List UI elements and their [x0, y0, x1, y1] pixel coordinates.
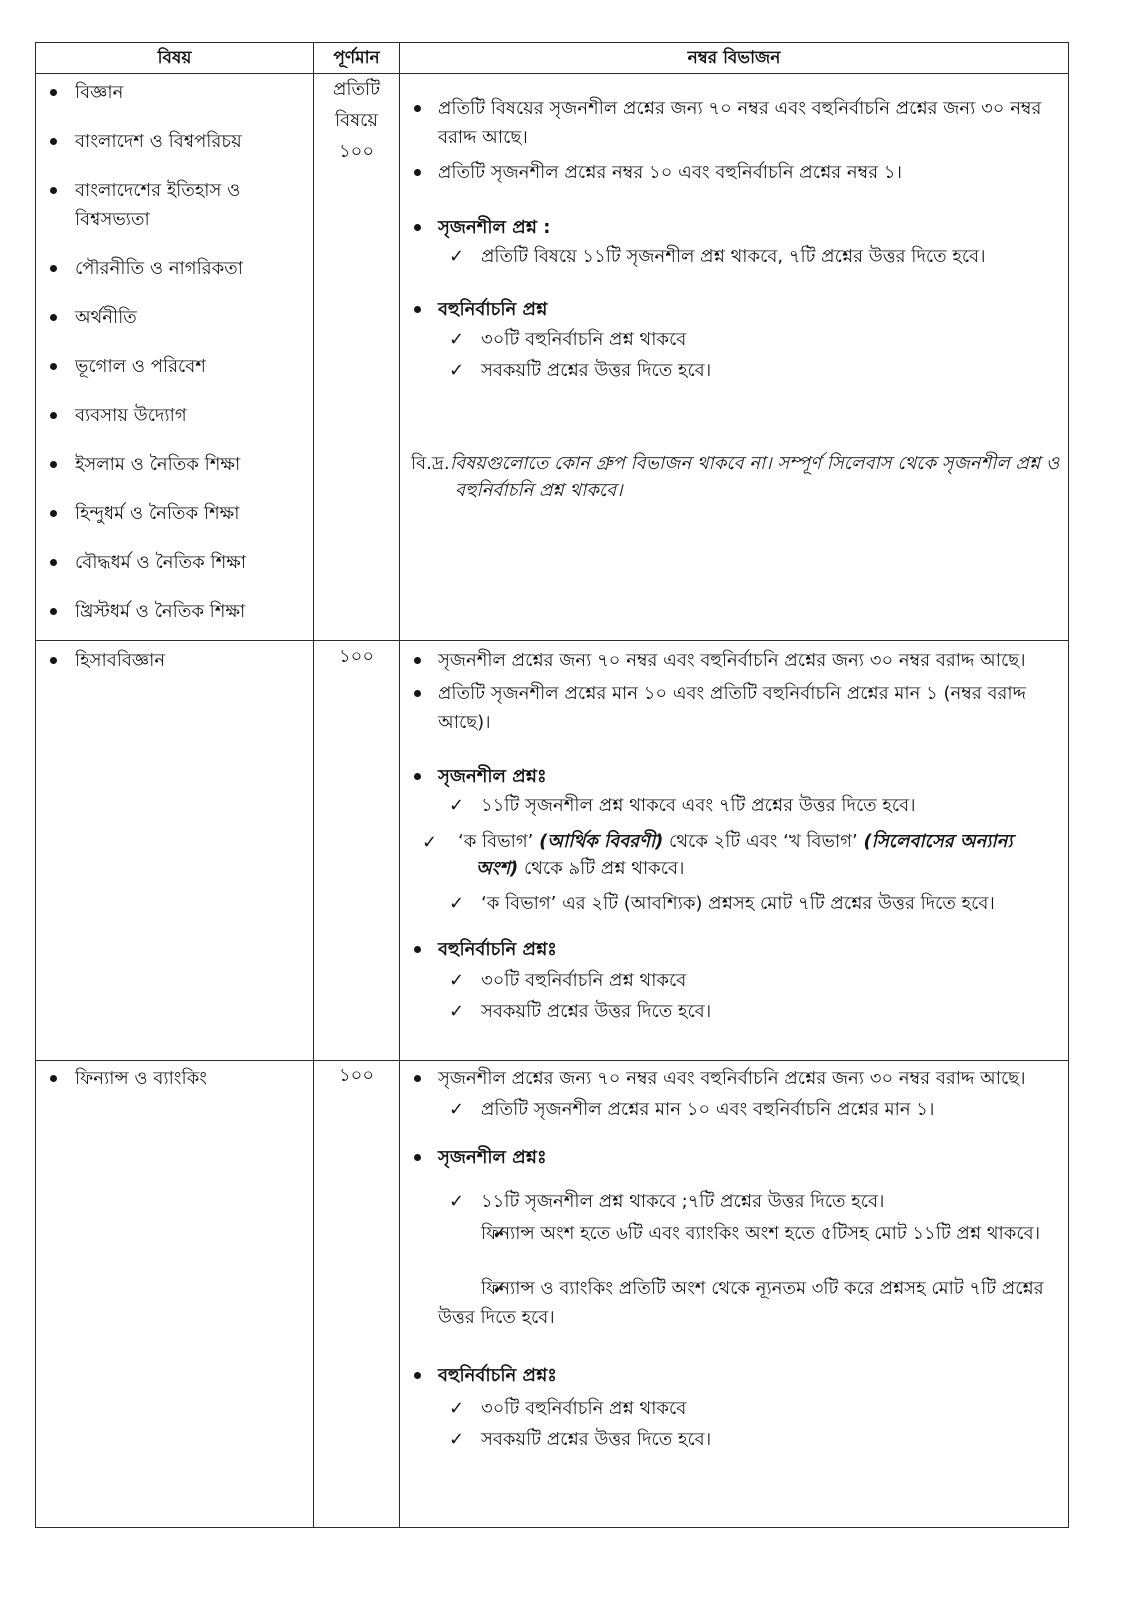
mcq-heading [400, 935, 1068, 964]
check-icon [449, 1095, 464, 1124]
mcq-heading [400, 1361, 1068, 1390]
check-icon [449, 889, 464, 918]
check-icon [449, 1425, 464, 1454]
mcq-rule [400, 997, 1068, 1026]
creative-rule [400, 791, 1068, 820]
full-marks-cell [314, 641, 400, 1061]
distribution-point [400, 1064, 1068, 1093]
rule-text: ফিন্যান্স অংশ হতে ৬টি এবং ব্যাংকিং অংশ হতে ৫টিসহ মোট ১১টি প্রশ্ন থাকবে। [481, 1223, 1041, 1244]
mcq-rule [400, 1394, 1068, 1423]
full-marks-cell [314, 74, 400, 641]
bullet-icon [50, 608, 57, 615]
bullet-icon [50, 89, 57, 96]
marks-distribution-table [35, 42, 1069, 1528]
check-icon [449, 1274, 507, 1303]
subject-item [36, 352, 313, 381]
header-distribution: নম্বর বিভাজন [687, 48, 781, 68]
creative-heading [400, 1143, 1068, 1172]
check-icon [449, 1394, 464, 1423]
subject-name: ব্যবসায় উদ্যোগ [75, 405, 187, 426]
subject-item [36, 176, 313, 234]
note [400, 450, 1068, 504]
bullet-icon [50, 265, 57, 272]
distribution-point [400, 158, 1068, 187]
subject-name: হিন্দুধর্ম ও নৈতিক শিক্ষা [75, 503, 240, 524]
distribution-point [400, 679, 1068, 737]
check-icon [449, 356, 464, 385]
header-full-marks-cell [314, 43, 400, 74]
check-icon [449, 791, 464, 820]
creative-heading [400, 213, 1068, 242]
bullet-icon [414, 1075, 421, 1082]
subject-name: হিসাববিজ্ঞান [75, 650, 166, 671]
header-subject-cell [36, 43, 314, 74]
creative-heading-text: সৃজনশীল প্রশ্ন : [438, 217, 551, 238]
bullet-icon [414, 657, 421, 664]
check-icon [449, 1219, 507, 1248]
subject-name: ইসলাম ও নৈতিক শিক্ষা [75, 454, 241, 475]
bullet-icon [414, 306, 421, 313]
mcq-rule [400, 966, 1068, 995]
bullet-icon [50, 657, 57, 664]
header-subject: বিষয় [157, 48, 192, 68]
mcq-heading-text: বহুনির্বাচনি প্রশ্নঃ [438, 939, 557, 960]
rule-text: সবকয়টি প্রশ্নের উত্তর দিতে হবে। [481, 1001, 712, 1022]
bullet-icon [50, 187, 57, 194]
subject-item [36, 127, 313, 156]
subject-item [36, 499, 313, 528]
subject-item [36, 548, 313, 577]
table-row [36, 1061, 1069, 1528]
full-marks-line: প্রতিটি [332, 79, 381, 100]
distribution-text: সৃজনশীল প্রশ্নের জন্য ৭০ নম্বর এবং বহুনির্বাচনি প্রশ্নের জন্য ৩০ নম্বর বরাদ্দ আছে। [438, 1068, 1026, 1089]
full-marks-line: বিষয়ে [335, 110, 378, 131]
table-row [36, 74, 1069, 641]
subject-name: বিজ্ঞান [75, 82, 124, 103]
mcq-heading-text: বহুনির্বাচনি প্রশ্ন [438, 299, 548, 320]
bullet-icon [50, 363, 57, 370]
subject-item [36, 401, 313, 430]
bullet-icon [414, 169, 421, 176]
bullet-icon [50, 510, 57, 517]
rule-text-emphasis: (সিলেবাসের অন্যান্য অংশ) [476, 831, 1013, 879]
subject-cell [36, 641, 314, 1061]
bullet-icon [414, 1372, 421, 1379]
mcq-rule [400, 1425, 1068, 1454]
subject-item [36, 646, 313, 675]
distribution-text: প্রতিটি সৃজনশীল প্রশ্নের নম্বর ১০ এবং বহুনির্বাচনি প্রশ্নের নম্বর ১। [438, 162, 902, 183]
rule-text: প্রতিটি সৃজনশীল প্রশ্নের মান ১০ এবং বহুনির্বাচনি প্রশ্নের মান ১। [481, 1099, 935, 1120]
subject-cell [36, 1061, 314, 1528]
creative-heading-text: সৃজনশীল প্রশ্নঃ [438, 1147, 547, 1168]
check-icon [449, 325, 464, 354]
rule-text-emphasis: (আর্থিক বিবরণী) [539, 831, 664, 852]
mcq-heading [400, 295, 1068, 324]
bullet-icon [414, 946, 421, 953]
distribution-cell [400, 1061, 1069, 1528]
subject-item [36, 303, 313, 332]
creative-heading-text: সৃজনশীল প্রশ্নঃ [438, 766, 547, 787]
rule-text: ১১টি সৃজনশীল প্রশ্ন থাকবে এবং ৭টি প্রশ্নের উত্তর দিতে হবে। [481, 795, 916, 816]
subject-name: খ্রিস্টধর্ম ও নৈতিক শিক্ষা [75, 601, 246, 622]
subject-item [36, 78, 313, 107]
bullet-icon [50, 461, 57, 468]
bullet-icon [414, 690, 421, 697]
distribution-text: প্রতিটি সৃজনশীল প্রশ্নের মান ১০ এবং প্রতিটি বহুনির্বাচনি প্রশ্নের মান ১ (নম্বর বরাদ্দ আছে)। [438, 683, 1026, 733]
bullet-icon [50, 138, 57, 145]
bullet-icon [50, 412, 57, 419]
check-icon [449, 1187, 464, 1216]
rule-text: ৩০টি বহুনির্বাচনি প্রশ্ন থাকবে [481, 329, 687, 350]
rule-text: ৩০টি বহুনির্বাচনি প্রশ্ন থাকবে [481, 1398, 687, 1419]
rule-text: ১১টি সৃজনশীল প্রশ্ন থাকবে ;৭টি প্রশ্নের উত্তর দিতে হবে। [481, 1191, 885, 1212]
subject-name: বাংলাদেশ ও বিশ্বপরিচয় [75, 131, 242, 152]
rule-text-part: থেকে ২টি এবং ‘খ বিভাগ’ [663, 831, 864, 852]
subject-name: ফিন্যান্স ও ব্যাংকিং [75, 1068, 208, 1089]
creative-rule [400, 828, 1068, 882]
subject-name: অর্থনীতি [75, 307, 137, 328]
creative-rule [400, 889, 1068, 918]
creative-rule [400, 1274, 1068, 1332]
creative-rule [400, 1219, 1068, 1248]
rule-text: সবকয়টি প্রশ্নের উত্তর দিতে হবে। [481, 1429, 712, 1450]
mcq-rule [400, 356, 1068, 385]
bullet-icon [414, 1154, 421, 1161]
header-full-marks: পূর্ণমান [333, 48, 380, 68]
creative-heading [400, 762, 1068, 791]
point-rule [400, 1095, 1068, 1124]
subject-name: বাংলাদেশের ইতিহাস ও বিশ্বসভ্যতা [75, 180, 241, 230]
distribution-text: প্রতিটি বিষয়ের সৃজনশীল প্রশ্নের জন্য ৭০ নম্বর এবং বহুনির্বাচনি প্রশ্নের জন্য ৩০ নম্বর বরাদ্দ আছে। [438, 98, 1042, 148]
subject-name: বৌদ্ধধর্ম ও নৈতিক শিক্ষা [75, 552, 247, 573]
bullet-icon [50, 559, 57, 566]
note-label: বি.দ্র. [411, 453, 450, 474]
table-row [36, 641, 1069, 1061]
bullet-icon [414, 773, 421, 780]
check-icon [449, 242, 464, 271]
header-row [36, 43, 1069, 74]
subject-item [36, 254, 313, 283]
creative-rule [400, 1187, 1068, 1216]
rule-text: ৩০টি বহুনির্বাচনি প্রশ্ন থাকবে [481, 970, 687, 991]
subject-item [36, 597, 313, 626]
distribution-text: সৃজনশীল প্রশ্নের জন্য ৭০ নম্বর এবং বহুনির্বাচনি প্রশ্নের জন্য ৩০ নম্বর বরাদ্দ আছে। [438, 650, 1026, 671]
subject-name: ভূগোল ও পরিবেশ [75, 356, 206, 377]
rule-text: ফিন্যান্স ও ব্যাংকিং প্রতিটি অংশ থেকে ন্যূনতম ৩টি করে প্রশ্নসহ মোট ৭টি প্রশ্নের উত্তর দিতে হবে। [438, 1278, 1044, 1328]
full-marks-value: ১০০ [338, 1065, 375, 1086]
bullet-icon [414, 105, 421, 112]
note-text: বিষয়গুলোতে কোন গ্রুপ বিভাজন থাকবে না। সম্পূর্ণ সিলেবাস থেকে সৃজনশীল প্রশ্ন ও বহুনির্বাচনি প্রশ্ন থাকবে। [450, 453, 1060, 501]
rule-text-part: থেকে ৯টি প্রশ্ন থাকবে। [518, 858, 685, 879]
rule-text: ‘ক বিভাগ’ এর ২টি (আবশ্যিক) প্রশ্নসহ মোট ৭টি প্রশ্নের উত্তর দিতে হবে। [481, 893, 995, 914]
mcq-heading-text: বহুনির্বাচনি প্রশ্নঃ [438, 1365, 557, 1386]
header-distribution-cell [400, 43, 1069, 74]
mcq-rule [400, 325, 1068, 354]
creative-rule [400, 242, 1068, 271]
distribution-point [400, 94, 1068, 152]
full-marks-value: ১০০ [338, 141, 375, 162]
check-icon [449, 997, 464, 1026]
bullet-icon [50, 1075, 57, 1082]
full-marks-cell [314, 1061, 400, 1528]
subject-name: পৌরনীতি ও নাগরিকতা [75, 258, 243, 279]
distribution-cell [400, 74, 1069, 641]
subject-item [36, 450, 313, 479]
bullet-icon [414, 224, 421, 231]
distribution-cell [400, 641, 1069, 1061]
full-marks-value: ১০০ [338, 646, 375, 667]
rule-text: প্রতিটি বিষয়ে ১১টি সৃজনশীল প্রশ্ন থাকবে, ৭টি প্রশ্নের উত্তর দিতে হবে। [481, 246, 986, 267]
distribution-point [400, 646, 1068, 675]
subject-item [36, 1064, 313, 1093]
bullet-icon [50, 314, 57, 321]
rule-text: সবকয়টি প্রশ্নের উত্তর দিতে হবে। [481, 360, 712, 381]
rule-text-part: ‘ক বিভাগ’ [458, 831, 540, 852]
check-icon [449, 966, 464, 995]
subject-cell [36, 74, 314, 641]
